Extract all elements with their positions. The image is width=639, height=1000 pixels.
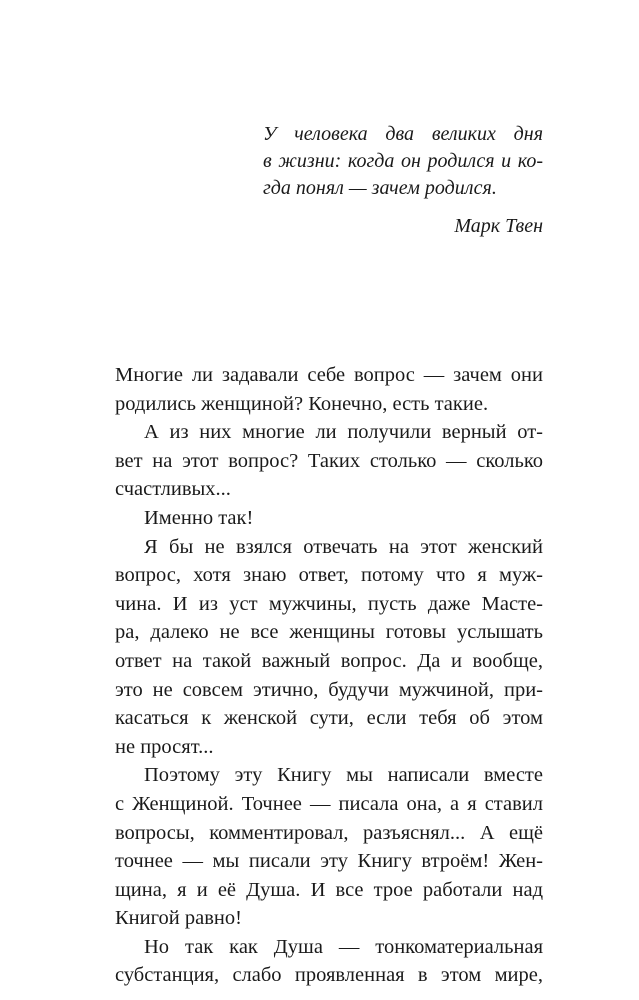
- text-line: счастливых...: [115, 478, 231, 501]
- text-line: не просят...: [115, 735, 214, 758]
- epigraph-author: Марк Твен: [454, 215, 543, 237]
- epigraph: [263, 121, 543, 240]
- text-line: ра, далеко не все женщины готовы услышать: [115, 621, 543, 644]
- text-line: Я бы не взялся отвечать на этот женский: [144, 535, 543, 558]
- text-line: касаться к женской сути, если тебя об этом: [115, 707, 543, 730]
- text-line: Поэтому эту Книгу мы написали вместе: [144, 764, 543, 787]
- text-line: это не совсем этично, будучи мужчиной, при-: [115, 678, 543, 701]
- text-line: Но так как Душа — тонкоматериальная: [144, 935, 543, 958]
- text-line: Именно так!: [144, 506, 254, 529]
- epigraph-line: У человека два великих дня: [263, 123, 543, 145]
- text-line: точнее — мы писали эту Книгу втроём! Жен-: [115, 850, 543, 873]
- text-line: А из них многие ли получили верный от-: [144, 421, 543, 444]
- epigraph-line: в жизни: когда он родился и ко-: [263, 150, 543, 172]
- text-line: с Женщиной. Точнее — писала она, а я ставил: [115, 792, 543, 815]
- body-text: [115, 361, 543, 990]
- text-line: чина. И из уст мужчины, пусть даже Масте-: [115, 592, 543, 615]
- text-line: вопрос, хотя знаю ответ, потому что я муж-: [115, 564, 543, 587]
- text-line: вет на этот вопрос? Таких столько — сколько: [115, 449, 543, 472]
- text-line: ответ на такой важный вопрос. Да и вообще,: [115, 649, 543, 672]
- text-line: родились женщиной? Конечно, есть такие.: [115, 392, 489, 415]
- text-line: субстанция, слабо проявленная в этом мире,: [115, 964, 543, 987]
- text-line: Книгой равно!: [115, 907, 242, 930]
- text-line: Многие ли задавали себе вопрос — зачем они: [115, 364, 543, 386]
- text-line: вопросы, комментировал, разъяснял... А ещё: [115, 821, 543, 844]
- epigraph-line: гда понял — зачем родился.: [263, 177, 497, 199]
- text-line: щина, я и её Душа. И все трое работали над: [115, 878, 543, 901]
